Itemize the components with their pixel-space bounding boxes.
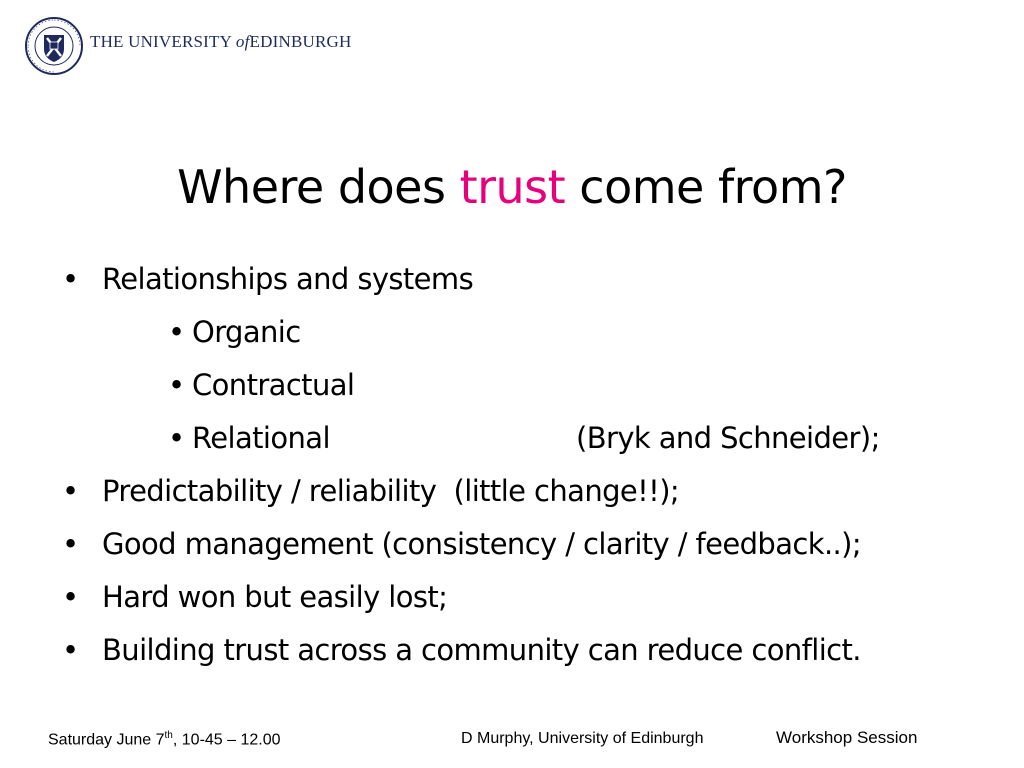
footer-date-sup: th — [164, 730, 173, 741]
citation-text: (Bryk and Schneider); — [576, 421, 880, 455]
bullet-text: Organic — [192, 315, 301, 349]
bullet-item — [0, 527, 1024, 580]
bullet-dot-icon: • — [62, 633, 79, 667]
wordmark-end: EDINBURGH — [249, 32, 352, 51]
bullet-text: Hard won but easily lost; — [102, 580, 448, 614]
bullet-dot-icon: • — [62, 527, 79, 561]
sub-bullet-item — [0, 315, 1024, 368]
sub-bullet-item — [0, 368, 1024, 421]
wordmark-of: of — [235, 32, 250, 51]
sub-bullet-item — [0, 421, 1024, 474]
footer-date — [48, 730, 281, 749]
bullet-text: Good management (consistency / clarity / feedback..); — [102, 527, 862, 561]
bullet-item — [0, 474, 1024, 527]
bullet-dot-icon: • — [62, 262, 79, 296]
bullet-item — [0, 633, 1024, 686]
slide-title — [0, 160, 1024, 214]
title-highlight: trust — [459, 160, 566, 214]
title-after: come from? — [565, 160, 847, 214]
wordmark-main: THE UNIVERSITY — [90, 32, 232, 51]
bullet-dot-icon: • — [168, 421, 185, 455]
bullet-item — [0, 262, 1024, 315]
bullet-dot-icon: • — [62, 580, 79, 614]
university-wordmark — [90, 32, 351, 52]
footer-date-suffix: , 10-45 – 12.00 — [172, 731, 281, 749]
bullet-item — [0, 580, 1024, 633]
footer-session: Workshop Session — [776, 728, 918, 747]
bullet-dot-icon: • — [168, 315, 185, 349]
bullet-text: Building trust across a community can reduce conflict. — [102, 633, 861, 667]
footer-date-prefix: Saturday June 7 — [48, 731, 165, 749]
title-before: Where does — [177, 160, 460, 214]
footer-presenter: D Murphy, University of Edinburgh — [461, 730, 704, 747]
bullet-dot-icon: • — [168, 368, 185, 402]
bullet-text: Predictability / reliability (little change!!); — [102, 474, 680, 508]
bullet-dot-icon: • — [62, 474, 79, 508]
bullet-text: Relationships and systems — [102, 262, 474, 296]
bullet-text: Relational — [192, 421, 330, 455]
university-crest-logo — [24, 16, 84, 76]
bullet-text: Contractual — [192, 368, 355, 402]
